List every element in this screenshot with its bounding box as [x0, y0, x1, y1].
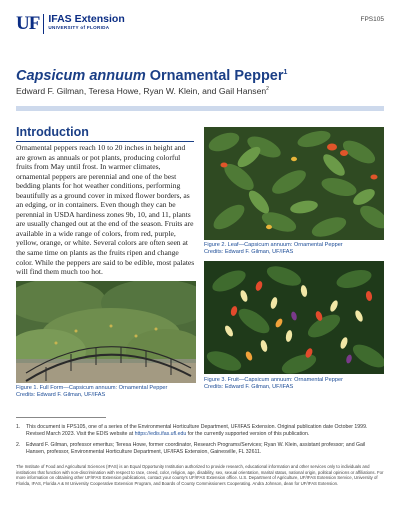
edis-link[interactable]: https://edis.ifas.ufl.edu	[134, 430, 187, 437]
title-common-name: Ornamental Pepper	[145, 67, 284, 84]
uf-ifas-logo[interactable]	[16, 14, 125, 34]
logo-divider	[43, 14, 44, 34]
footnote-2-line2: Hansen, professor, Environmental Horticulture Department, UF/IFAS Extension, Gainesville, FL 32611.	[26, 448, 262, 455]
footnote-rule	[16, 417, 106, 418]
fruit-image	[204, 261, 384, 374]
footnote-1	[16, 424, 384, 437]
figure-2-caption	[204, 242, 384, 256]
introduction-heading: Introduction	[16, 125, 89, 139]
page-title	[16, 64, 384, 85]
logo-university: UNIVERSITY of FLORIDA	[48, 25, 110, 30]
footnote-2-line1: Edward F. Gilman, professor emeritus; Teresa Howe, former coordinator, Research Programs/Services; Ryan W. Klein, assistant professor; and Gail	[26, 442, 366, 448]
document-number: FPS105	[360, 16, 384, 23]
title-species: Capsicum annuum	[16, 67, 146, 84]
figure-2-caption-credit: Credits: Edward F. Gilman, UF/IFAS	[204, 249, 294, 255]
footnote-2-number: 2.	[16, 442, 21, 448]
footnote-2	[16, 442, 384, 455]
footnote-1-line1: This document is FPS105, one of a series of the Environmental Horticulture Department, UF/IFAS Extension. Original publication date October 1999.	[26, 424, 368, 430]
logo-text	[48, 14, 124, 31]
logo-ifas-extension: IFAS Extension	[48, 13, 125, 25]
author-footnote-ref[interactable]: 2	[266, 86, 269, 92]
title-rule	[16, 106, 384, 111]
equal-opportunity-statement: The Institute of Food and Agricultural Sciences (IFAS) is an Equal Opportunity Institution authorized to provide research, educational information and other services only to individuals and institutions that function with non-discrimination with respect to race, creed, color, religion, age, disability, sex, sexual orientation, marital status, national origin, political opinions or affiliations. For more information on obtaining other UF/IFAS Extension publications, contact your county's UF/IFAS Extension office. U.S. Department of Agriculture, UF/IFAS Extension Service, University of Florida, IFAS, Florida A & M University Cooperative Extension Program, and Boards of County Commissioners Cooperating. Andra Johnson, dean for UF/IFAS Extension.	[16, 464, 384, 487]
page-header	[16, 14, 384, 36]
figure-2-photo	[204, 127, 384, 240]
author-names: Edward F. Gilman, Teresa Howe, Ryan W. Klein, and Gail Hansen	[16, 85, 267, 96]
leaf-image	[204, 127, 384, 240]
figure-3-caption	[204, 377, 384, 391]
figure-1-caption-title: Figure 1. Full Form—Capsicum annuum: Ornamental Pepper	[16, 385, 168, 391]
title-footnote-ref[interactable]: 1	[283, 69, 288, 76]
introduction-heading-underline	[16, 141, 194, 142]
full-form-image	[16, 281, 196, 383]
figure-2-caption-title: Figure 2. Leaf—Capsicum annuum: Ornamental Pepper	[204, 242, 343, 248]
figure-1-caption-credit: Credits: Edward F. Gilman, UF/IFAS	[16, 392, 106, 398]
footnote-1-line2	[16, 431, 384, 438]
logo-uf-mark: UF	[16, 13, 40, 34]
footnote-1-text-b: for the currently supported version of this publication.	[186, 430, 310, 437]
author-list	[16, 84, 384, 97]
figure-1-photo	[16, 281, 196, 383]
figure-3-caption-title: Figure 3. Fruit—Capsicum annuum: Ornamental Pepper	[204, 377, 343, 383]
footnote-1-text-a: Revised March 2023. Visit the EDIS website at	[26, 430, 135, 437]
footnote-1-number: 1.	[16, 424, 21, 430]
figure-3-photo	[204, 261, 384, 374]
figure-1-caption	[16, 385, 196, 399]
introduction-paragraph: Ornamental peppers reach 10 to 20 inches in height and are grown as annuals or pot plants, producing colorful fruits from May until frost. In warmer climates, ornamental peppers are perennial and one of the best bedding plants for hot weather conditions, performing beautifully as a ground cover in mixed flower borders, as an edging, or in containers. Even though they can be perennial in USDA hardiness zones 9b, 10, and 11, plants are usually changed out at the end of the season. Fruits are available in a wide range of colors, from red, purple, yellow, orange, or white. Several colors are often seen at the same time on plants as the fruits ripen and change color. While the peppers are said to be edible, most palates will find them much too hot.	[16, 143, 195, 277]
figure-3-caption-credit: Credits: Edward F. Gilman, UF/IFAS	[204, 384, 294, 390]
